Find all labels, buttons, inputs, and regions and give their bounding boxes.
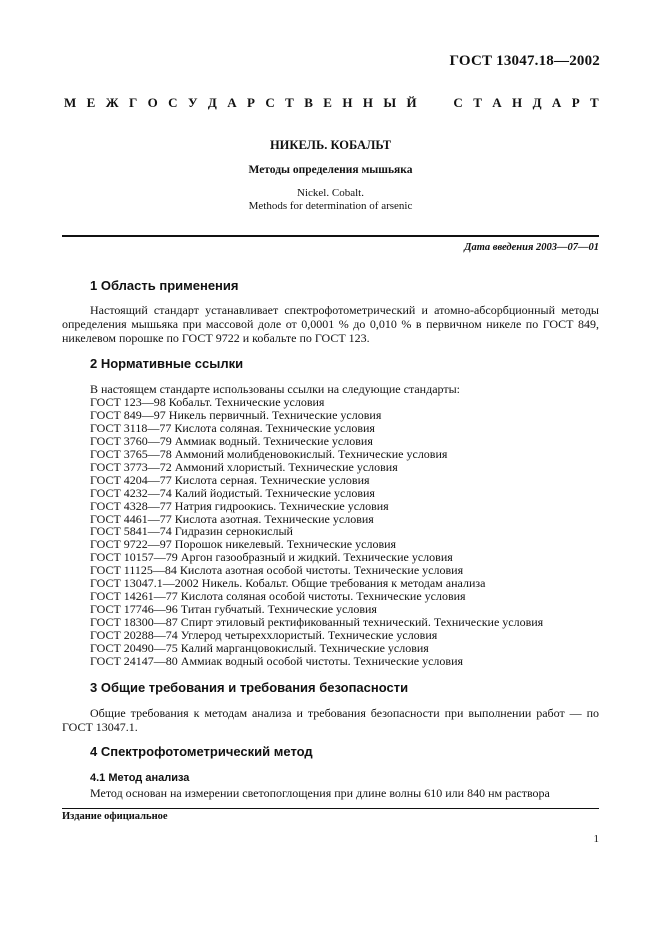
banner-letter: С xyxy=(265,95,275,110)
section-1-heading: 1 Область применения xyxy=(90,278,239,293)
section-1-text: Настоящий стандарт устанавливает спектрофотометрический и атомно-абсорбционный методы определения мышьяка при массовой доле от 0,0001 % до 0,010 % в первичном никеле по ГОСТ 849, никелевом порошке по ГОСТ 9722 и кобальте по ГОСТ 123. xyxy=(62,303,599,345)
subsection-4-1-text: Метод основан на измерении светопоглощения при длине волны 610 или 840 нм раствора xyxy=(90,786,550,800)
banner-letter: Е xyxy=(323,95,332,110)
banner-letter: Д xyxy=(532,95,542,110)
banner-letter: Т xyxy=(590,95,599,110)
english-title-line-1: Nickel. Cobalt. xyxy=(297,187,364,199)
banner-letter: Т xyxy=(285,95,294,110)
document-title: НИКЕЛЬ. КОБАЛЬТ xyxy=(269,138,392,152)
banner-letter: Н xyxy=(342,95,353,110)
reference-item: ГОСТ 3765—78 Аммоний молибденовокислый. Технические условия xyxy=(90,446,448,461)
section-2-heading: 2 Нормативные ссылки xyxy=(90,356,244,371)
reference-item: ГОСТ 3760—79 Аммиак водный. Технические условия xyxy=(90,433,373,448)
banner-letter: А xyxy=(492,95,502,110)
banner-letter: Ж xyxy=(105,95,119,110)
reference-item: ГОСТ 17746—96 Титан губчатый. Технические условия xyxy=(90,602,377,617)
page-number: 1 xyxy=(593,833,599,845)
english-title xyxy=(0,187,661,212)
banner-letter: У xyxy=(187,95,198,110)
banner-letter: Д xyxy=(207,95,217,110)
reference-item: ГОСТ 4461—77 Кислота азотная. Технические условия xyxy=(90,511,374,526)
banner-letter: Р xyxy=(571,95,580,110)
section-4-heading: 4 Спектрофотометрический метод xyxy=(90,744,313,759)
reference-item: ГОСТ 20490—75 Калий марганцовокислый. Технические условия xyxy=(90,641,429,656)
reference-item: ГОСТ 13047.1—2002 Никель. Кобальт. Общие требования к методам анализа xyxy=(90,576,486,591)
introduction-date: Дата введения 2003—07—01 xyxy=(464,242,599,253)
banner-letter: Н xyxy=(512,95,523,110)
banner-letter: Р xyxy=(247,95,255,110)
banner-letter: В xyxy=(304,95,313,110)
reference-item: ГОСТ 4204—77 Кислота серная. Технические условия xyxy=(90,472,370,487)
banner-letter: Й xyxy=(406,95,417,110)
reference-item: ГОСТ 4328—77 Натрия гидроокись. Технические условия xyxy=(90,498,389,513)
banner-letter: Н xyxy=(362,95,373,110)
reference-item: ГОСТ 18300—87 Спирт этиловый ректификованный технический. Технические условия xyxy=(90,615,544,630)
gost-number: ГОСТ 13047.18—2002 xyxy=(449,53,600,69)
section-3-text: Общие требования к методам анализа и требования безопасности при выполнении работ — по ГОСТ 13047.1. xyxy=(62,706,599,734)
footer-divider xyxy=(62,808,599,809)
reference-item: ГОСТ 4232—74 Калий йодистый. Технические условия xyxy=(90,485,375,500)
reference-item: ГОСТ 3118—77 Кислота соляная. Технические условия xyxy=(90,420,375,435)
banner-letter: Г xyxy=(128,95,138,110)
reference-item: ГОСТ 20288—74 Углерод четыреххлористый. Технические условия xyxy=(90,628,438,643)
reference-item: ГОСТ 849—97 Никель первичный. Технические условия xyxy=(90,407,382,422)
reference-item: ГОСТ 9722—97 Порошок никелевый. Технические условия xyxy=(90,537,397,552)
banner-letter: С xyxy=(168,95,178,110)
banner-letter: Т xyxy=(473,95,482,110)
banner-letter: Ы xyxy=(383,95,397,110)
banner-letter: А xyxy=(551,95,562,110)
header-divider xyxy=(62,235,599,237)
banner-gap xyxy=(427,95,443,111)
references-intro: В настоящем стандарте использованы ссылки на следующие стандарты: xyxy=(90,382,461,396)
section-3-heading: 3 Общие требования и требования безопасности xyxy=(90,680,409,695)
reference-item: ГОСТ 5841—74 Гидразин сернокислый xyxy=(90,524,293,539)
reference-item: ГОСТ 10157—79 Аргон газообразный и жидкий. Технические условия xyxy=(90,550,453,565)
banner-letter: Е xyxy=(86,95,96,110)
reference-item: ГОСТ 3773—72 Аммоний хлористый. Технические условия xyxy=(90,459,398,474)
references-list xyxy=(90,383,543,668)
reference-item: ГОСТ 24147—80 Аммиак водный особой чистоты. Технические условия xyxy=(90,654,464,669)
reference-item: ГОСТ 11125—84 Кислота азотная особой чистоты. Технические условия xyxy=(90,563,464,578)
standard-banner xyxy=(64,95,599,111)
subsection-4-1-heading: 4.1 Метод анализа xyxy=(90,772,190,784)
banner-letter: М xyxy=(64,95,77,110)
reference-item: ГОСТ 123—98 Кобальт. Технические условия xyxy=(90,394,325,409)
reference-item: ГОСТ 14261—77 Кислота соляная особой чистоты. Технические условия xyxy=(90,589,466,604)
official-edition-label: Издание официальное xyxy=(62,811,168,822)
english-title-line-2: Methods for determination of arsenic xyxy=(248,199,413,212)
banner-letter: С xyxy=(453,95,463,110)
document-subtitle: Методы определения мышьяка xyxy=(248,164,413,176)
banner-letter: А xyxy=(227,95,237,110)
banner-letter: О xyxy=(147,95,158,110)
